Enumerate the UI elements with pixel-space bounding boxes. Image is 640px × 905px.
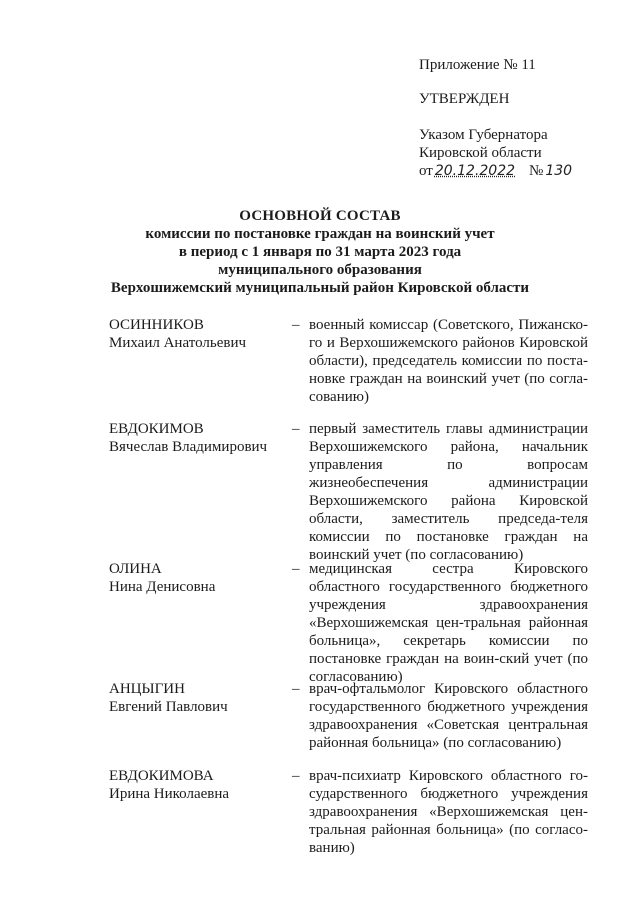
decree-block [419, 126, 572, 180]
member-role: первый заместитель главы администрации Верхошижемского района, начальник управления по вопросам жизнеобеспечения администрации Верхошижемского района Кировской области, заместитель председа-теля комиссии по постановке граждан на воинский учет (по согласованию) [309, 421, 588, 563]
dash-separator: – [292, 681, 300, 697]
dash-separator: – [292, 317, 300, 333]
member-given-name: Ирина Николаевна [109, 786, 230, 802]
member-surname: ЕВДОКИМОВ [109, 421, 204, 437]
appendix-text: Приложение № 11 [419, 57, 536, 73]
title-line-3: в период с 1 января по 31 марта 2023 года [178, 244, 462, 260]
dash-separator: – [292, 421, 300, 437]
decree-date-line [419, 162, 572, 180]
date-prefix: от [419, 163, 433, 179]
dash-separator: – [292, 768, 300, 784]
number-prefix: № [529, 163, 544, 179]
title-line-1: ОСНОВНОЙ СОСТАВ [239, 208, 401, 224]
decree-line-1: Указом Губернатора [419, 127, 548, 143]
member-surname: ОЛИНА [109, 561, 162, 577]
title-line-4: муниципального образования [218, 262, 422, 278]
handwritten-date: 20.12.2022 [434, 163, 516, 179]
member-given-name: Вячеслав Владимирович [109, 439, 268, 455]
title-line-5: Верхошижемский муниципальный район Кировской области [110, 280, 530, 296]
member-name [109, 680, 289, 716]
member-name [109, 560, 289, 596]
member-given-name: Михаил Анатольевич [109, 335, 247, 351]
member-role: врач-офтальмолог Кировского областного государственного бюджетного учреждения здравоохранения «Советская центральная районная больница» (по согласованию) [309, 681, 588, 751]
handwritten-number: 130 [545, 163, 573, 179]
member-role: врач-психиатр Кировского областного го-сударственного бюджетного учреждения здравоохранения «Верхошижемская цен-тральная районная больница» (по согласо-ванию) [309, 768, 588, 856]
member-name [109, 767, 289, 803]
approved-label [419, 90, 509, 108]
title-line-2: комиссии по постановке граждан на воинский учет [145, 226, 495, 242]
member-surname: ОСИННИКОВ [109, 317, 204, 333]
member-surname: АНЦЫГИН [109, 681, 185, 697]
member-name [109, 316, 289, 352]
dash-separator: – [292, 561, 300, 577]
member-role: военный комиссар (Советского, Пижанско-го и Верхошижемского районов Кировской области), председатель комиссии по поста-новке граждан на воинский учет (по согла-сованию) [309, 317, 588, 405]
member-name [109, 420, 289, 456]
member-given-name: Нина Денисовна [109, 579, 216, 595]
decree-line-2: Кировской области [419, 145, 542, 161]
appendix-label [419, 56, 536, 74]
approved-text: УТВЕРЖДЕН [419, 91, 510, 107]
member-given-name: Евгений Павлович [109, 699, 228, 715]
member-role: медицинская сестра Кировского областного государственного бюджетного учреждения здравоохранения «Верхошижемская цен-тральная районная больница», секретарь комиссии по постановке граждан на воин-ский учет (по согласованию) [309, 561, 588, 685]
member-surname: ЕВДОКИМОВА [109, 768, 214, 784]
document-title [0, 207, 640, 297]
